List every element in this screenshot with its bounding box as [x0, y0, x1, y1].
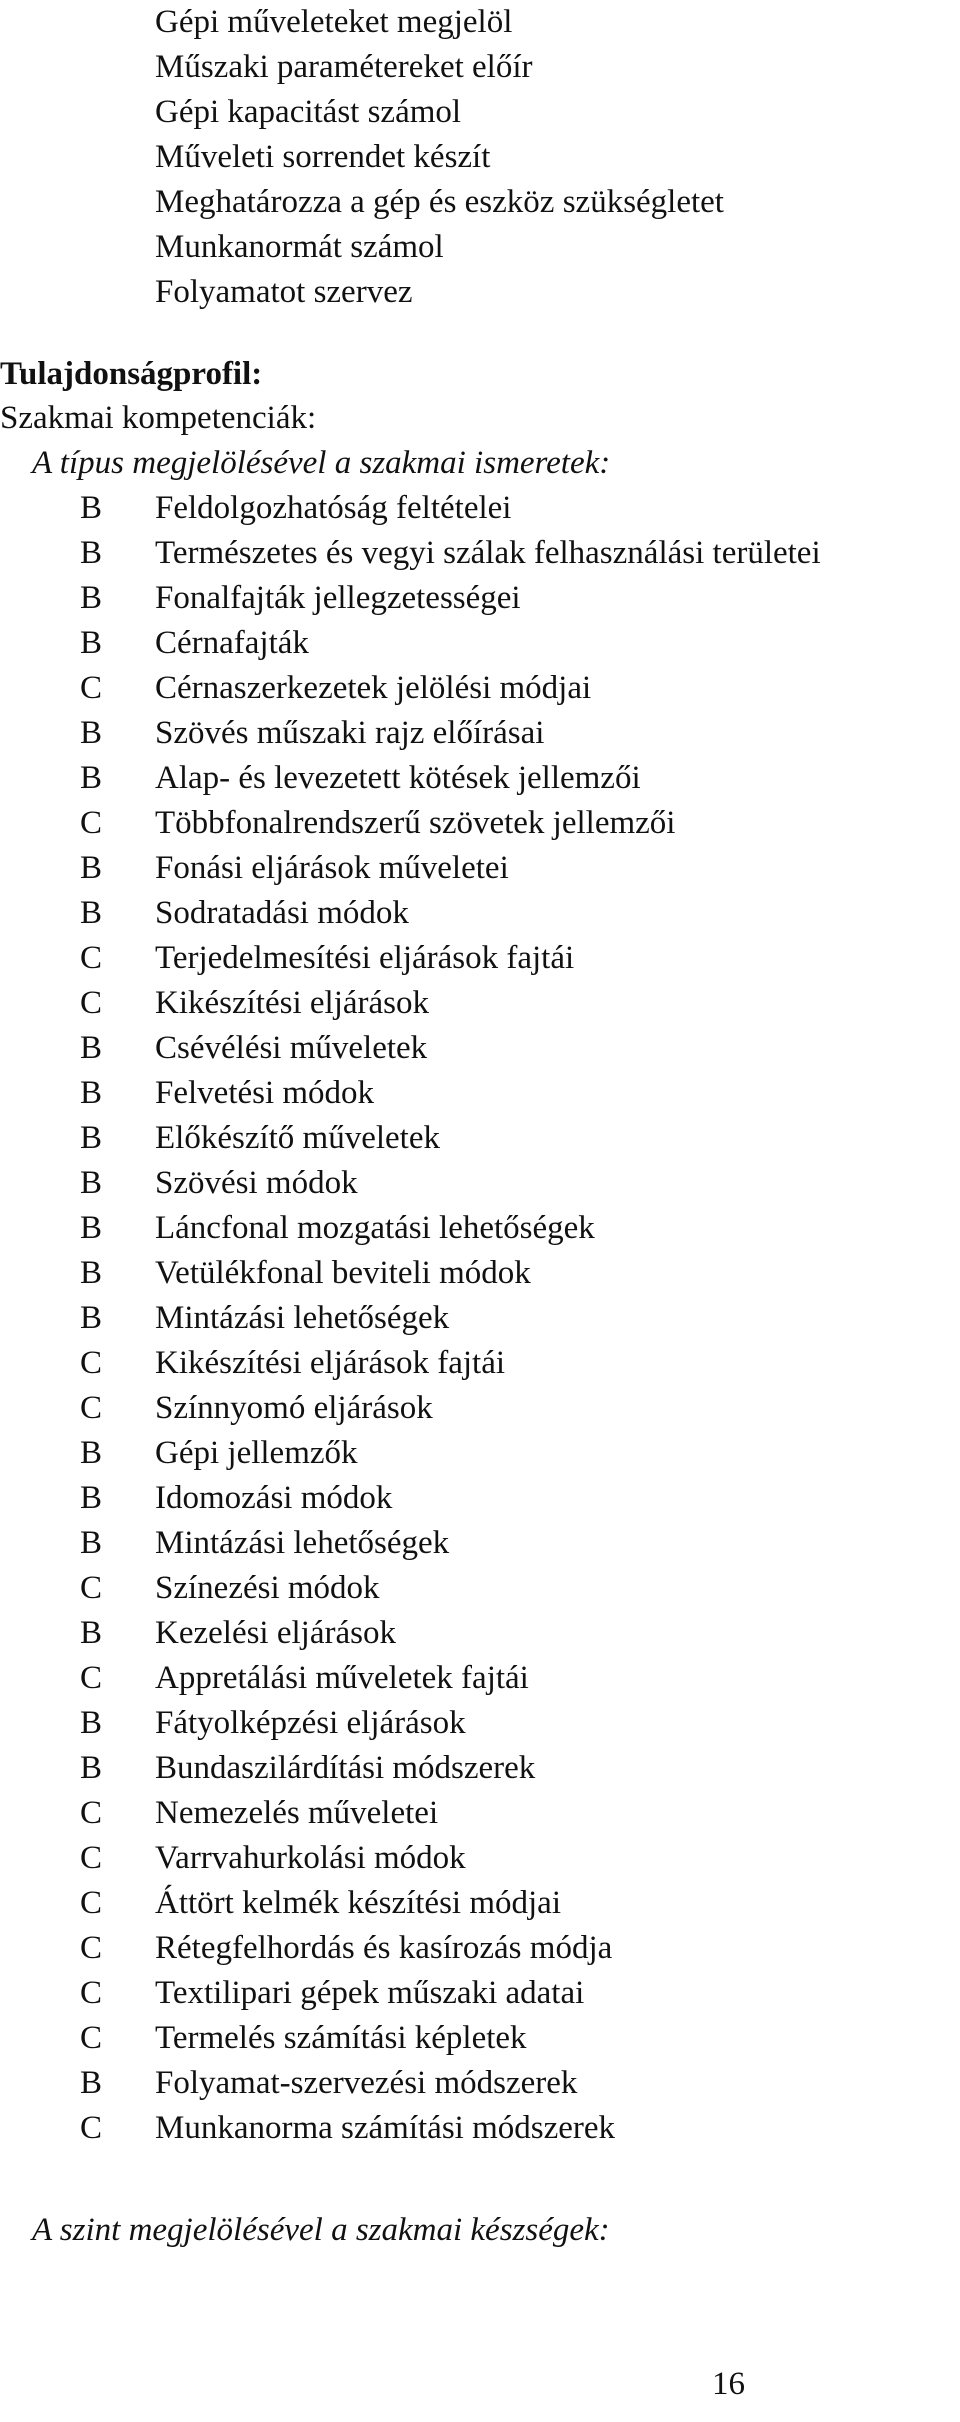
- competency-row: [0, 1386, 960, 1431]
- profile-heading: Tulajdonságprofil:: [0, 356, 263, 392]
- competency-level: C: [80, 1660, 103, 1696]
- competency-level: B: [80, 1030, 103, 1066]
- competency-row: [0, 486, 960, 531]
- competency-row: [0, 531, 960, 576]
- competency-row: [0, 891, 960, 936]
- top-task-item: Gépi műveleteket megjelöl: [155, 4, 513, 40]
- competency-row: [0, 846, 960, 891]
- competency-level: B: [80, 535, 103, 571]
- competency-row: [0, 711, 960, 756]
- competency-row: [0, 1161, 960, 1206]
- competency-text: Kikészítési eljárások fajtái: [155, 1345, 506, 1381]
- competency-level: B: [80, 760, 103, 796]
- knowledge-intro: A típus megjelölésével a szakmai ismeretek:: [32, 445, 611, 481]
- competency-level: B: [80, 895, 103, 931]
- competency-row: [0, 2061, 960, 2106]
- competency-row: [0, 1521, 960, 1566]
- competency-text: Varrvahurkolási módok: [155, 1840, 466, 1876]
- competency-text: Nemezelés műveletei: [155, 1795, 439, 1831]
- competency-text: Kikészítési eljárások: [155, 985, 429, 1021]
- competency-text: Áttört kelmék készítési módjai: [155, 1885, 561, 1921]
- competency-text: Textilipari gépek műszaki adatai: [155, 1975, 585, 2011]
- competency-row: [0, 1701, 960, 1746]
- competency-text: Felvetési módok: [155, 1075, 375, 1111]
- competency-level: B: [80, 1750, 103, 1786]
- competency-row: [0, 1476, 960, 1521]
- competency-text: Színnyomó eljárások: [155, 1390, 433, 1426]
- competency-row: [0, 1431, 960, 1476]
- competency-row: [0, 2016, 960, 2061]
- competency-level: C: [80, 670, 103, 706]
- competency-level: B: [80, 490, 103, 526]
- competency-level: B: [80, 850, 103, 886]
- top-task-item: Műszaki paramétereket előír: [155, 49, 533, 85]
- competency-level: B: [80, 1480, 103, 1516]
- competency-text: Szövési módok: [155, 1165, 358, 1201]
- competency-row: [0, 1926, 960, 1971]
- competency-text: Szövés műszaki rajz előírásai: [155, 715, 545, 751]
- competency-row: [0, 1836, 960, 1881]
- competency-row: [0, 1746, 960, 1791]
- competency-text: Mintázási lehetőségek: [155, 1525, 450, 1561]
- competency-row: [0, 1206, 960, 1251]
- competency-row: [0, 1971, 960, 2016]
- competency-level: B: [80, 1120, 103, 1156]
- competency-text: Természetes és vegyi szálak felhasználási területei: [155, 535, 821, 571]
- competency-text: Feldolgozhatóság feltételei: [155, 490, 512, 526]
- competency-level: C: [80, 805, 103, 841]
- competency-level: C: [80, 1885, 103, 1921]
- competency-level: B: [80, 1255, 103, 1291]
- competency-level: B: [80, 625, 103, 661]
- competency-row: [0, 1611, 960, 1656]
- competency-level: C: [80, 1570, 103, 1606]
- competency-level: B: [80, 2065, 103, 2101]
- competency-level: B: [80, 1210, 103, 1246]
- competency-text: Appretálási műveletek fajtái: [155, 1660, 529, 1696]
- competency-row: [0, 756, 960, 801]
- competency-text: Kezelési eljárások: [155, 1615, 396, 1651]
- top-task-item: Műveleti sorrendet készít: [155, 139, 491, 175]
- competency-text: Gépi jellemzők: [155, 1435, 358, 1471]
- skills-intro: A szint megjelölésével a szakmai készségek:: [32, 2212, 610, 2248]
- competency-level: B: [80, 1075, 103, 1111]
- competency-text: Mintázási lehetőségek: [155, 1300, 450, 1336]
- top-task-item: Munkanormát számol: [155, 229, 444, 265]
- competency-level: B: [80, 1435, 103, 1471]
- competency-level: C: [80, 1930, 103, 1966]
- competency-text: Csévélési műveletek: [155, 1030, 428, 1066]
- competency-text: Fonalfajták jellegzetességei: [155, 580, 521, 616]
- competency-row: [0, 2106, 960, 2151]
- competency-level: B: [80, 1525, 103, 1561]
- competency-row: [0, 1656, 960, 1701]
- competency-level: C: [80, 1390, 103, 1426]
- competency-level: C: [80, 1345, 103, 1381]
- competency-text: Rétegfelhordás és kasírozás módja: [155, 1930, 613, 1966]
- competency-row: [0, 1251, 960, 1296]
- competencies-heading: Szakmai kompetenciák:: [0, 400, 317, 436]
- top-task-item: Gépi kapacitást számol: [155, 94, 462, 130]
- competency-text: Terjedelmesítési eljárások fajtái: [155, 940, 575, 976]
- competency-text: Folyamat-szervezési módszerek: [155, 2065, 578, 2101]
- competency-level: B: [80, 1615, 103, 1651]
- competency-row: [0, 981, 960, 1026]
- competency-level: C: [80, 1975, 103, 2011]
- competency-text: Fonási eljárások műveletei: [155, 850, 509, 886]
- competency-row: [0, 1071, 960, 1116]
- competency-text: Színezési módok: [155, 1570, 380, 1606]
- competency-level: C: [80, 985, 103, 1021]
- competency-row: [0, 621, 960, 666]
- page-number: 16: [712, 2366, 745, 2402]
- top-task-item: Meghatározza a gép és eszköz szükségletet: [155, 184, 724, 220]
- top-task-item: Folyamatot szervez: [155, 274, 413, 310]
- competency-level: B: [80, 715, 103, 751]
- competency-text: Bundaszilárdítási módszerek: [155, 1750, 536, 1786]
- competency-row: [0, 1881, 960, 1926]
- competency-text: Előkészítő műveletek: [155, 1120, 440, 1156]
- competency-row: [0, 1791, 960, 1836]
- competency-row: [0, 1026, 960, 1071]
- competency-level: C: [80, 1795, 103, 1831]
- competency-row: [0, 936, 960, 981]
- competency-text: Munkanorma számítási módszerek: [155, 2110, 616, 2146]
- competency-row: [0, 1116, 960, 1161]
- competency-row: [0, 666, 960, 711]
- competency-text: Többfonalrendszerű szövetek jellemzői: [155, 805, 676, 841]
- competency-text: Láncfonal mozgatási lehetőségek: [155, 1210, 595, 1246]
- competency-level: B: [80, 1705, 103, 1741]
- competency-text: Sodratadási módok: [155, 895, 409, 931]
- competency-level: B: [80, 580, 103, 616]
- competency-text: Cérnafajták: [155, 625, 309, 661]
- competency-text: Termelés számítási képletek: [155, 2020, 527, 2056]
- competency-row: [0, 1296, 960, 1341]
- competency-level: B: [80, 1165, 103, 1201]
- competency-level: C: [80, 1840, 103, 1876]
- competency-text: Fátyolképzési eljárások: [155, 1705, 466, 1741]
- competency-row: [0, 1341, 960, 1386]
- competency-level: B: [80, 1300, 103, 1336]
- competency-level: C: [80, 940, 103, 976]
- competency-row: [0, 576, 960, 621]
- competency-level: C: [80, 2110, 103, 2146]
- competency-text: Cérnaszerkezetek jelölési módjai: [155, 670, 592, 706]
- competency-text: Alap- és levezetett kötések jellemzői: [155, 760, 641, 796]
- competency-text: Idomozási módok: [155, 1480, 393, 1516]
- competency-row: [0, 1566, 960, 1611]
- competency-level: C: [80, 2020, 103, 2056]
- competency-row: [0, 801, 960, 846]
- competency-text: Vetülékfonal beviteli módok: [155, 1255, 531, 1291]
